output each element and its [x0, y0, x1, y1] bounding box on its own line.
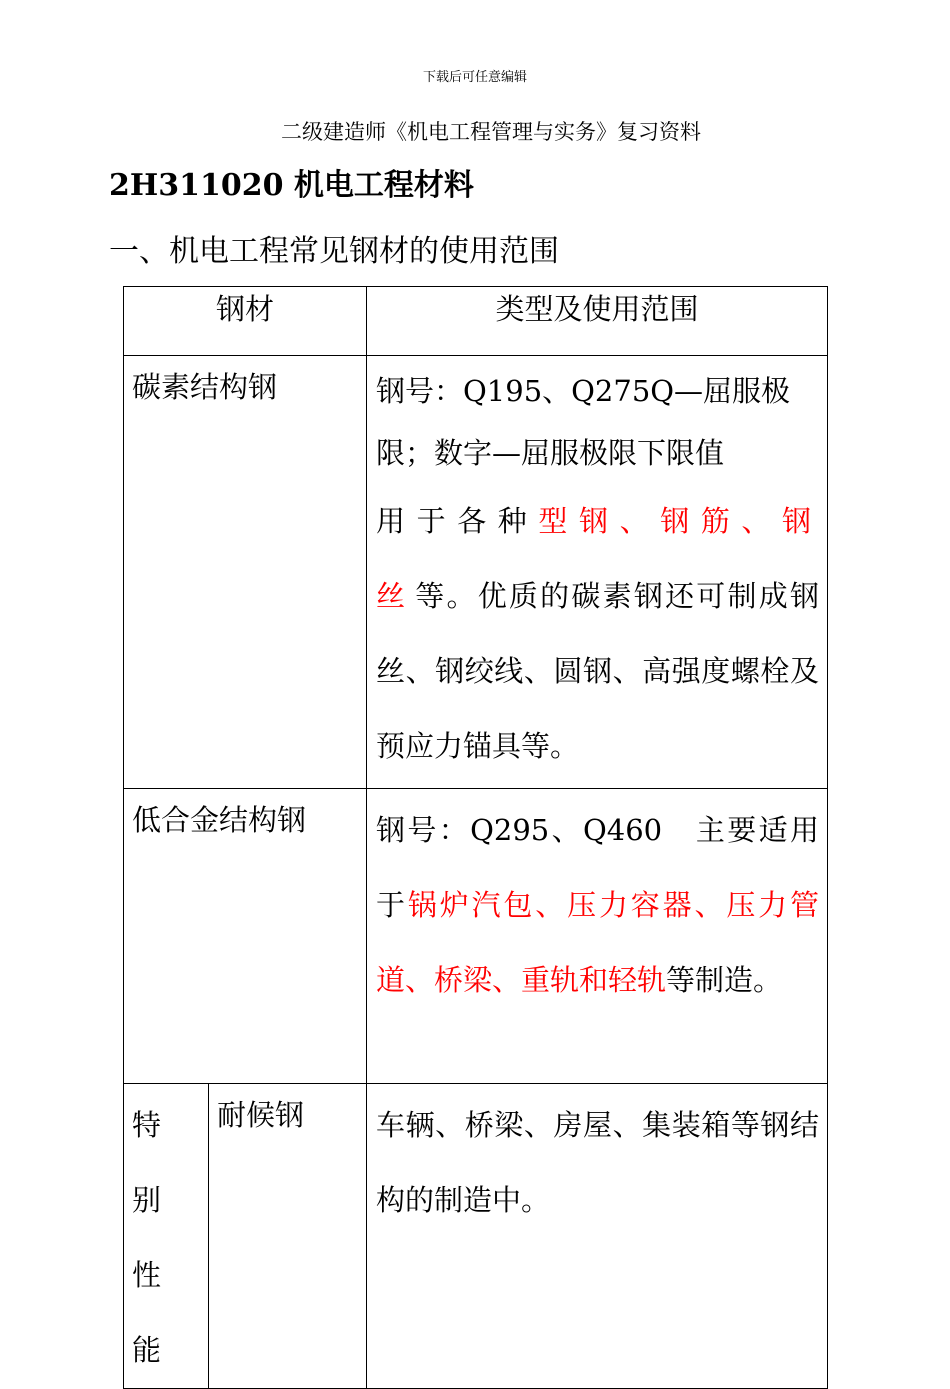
- steel-usage-table: [123, 286, 828, 1389]
- header-usage: 类型及使用范围: [367, 287, 828, 356]
- steel-name-low-alloy: 低合金结构钢: [124, 789, 367, 1084]
- steel-usage-low-alloy: [367, 789, 828, 1084]
- header-steel: 钢材: [124, 287, 367, 356]
- highlight-text: 锅炉汽包、压力容器、压力管道、桥梁、重轨和轻轨: [376, 888, 820, 997]
- grade-line: 钢号：Q195、Q275Q—屈服极: [376, 374, 791, 408]
- steel-usage-weathering: 车辆、桥梁、房屋、集装箱等钢结构的制造中。: [367, 1084, 828, 1389]
- usage-text-cont: 等制造。: [666, 963, 783, 997]
- table-row: [124, 789, 828, 1084]
- usage-text-cont: 等。优质的碳素钢还可制成钢丝、钢绞线、圆钢、高强度螺栓及预应力锚具等。: [376, 579, 820, 763]
- steel-name-carbon: 碳素结构钢: [124, 356, 367, 789]
- table-row: [124, 1084, 828, 1389]
- steel-name-weathering: 耐候钢: [209, 1084, 367, 1389]
- table-row: [124, 356, 828, 789]
- usage-text: 用于各种: [376, 504, 539, 538]
- header-note: 下载后可任意编辑: [422, 70, 527, 85]
- steel-usage-carbon: [367, 356, 828, 789]
- section-heading: 2H311020 机电工程材料: [109, 168, 474, 203]
- usage-text: 钢号：Q295、Q460 主要适用于: [376, 813, 820, 922]
- table-header-row: [124, 287, 828, 356]
- document-title: 二级建造师《机电工程管理与实务》复习资料: [281, 120, 701, 144]
- highlight-text: 型钢、钢筋、钢丝: [376, 504, 819, 613]
- grade-note-line: 限；数字—屈服极限下限值: [376, 436, 725, 470]
- sub-heading: 一、机电工程常见钢材的使用范围: [109, 234, 559, 269]
- steel-group-special: 特别性能: [124, 1084, 209, 1389]
